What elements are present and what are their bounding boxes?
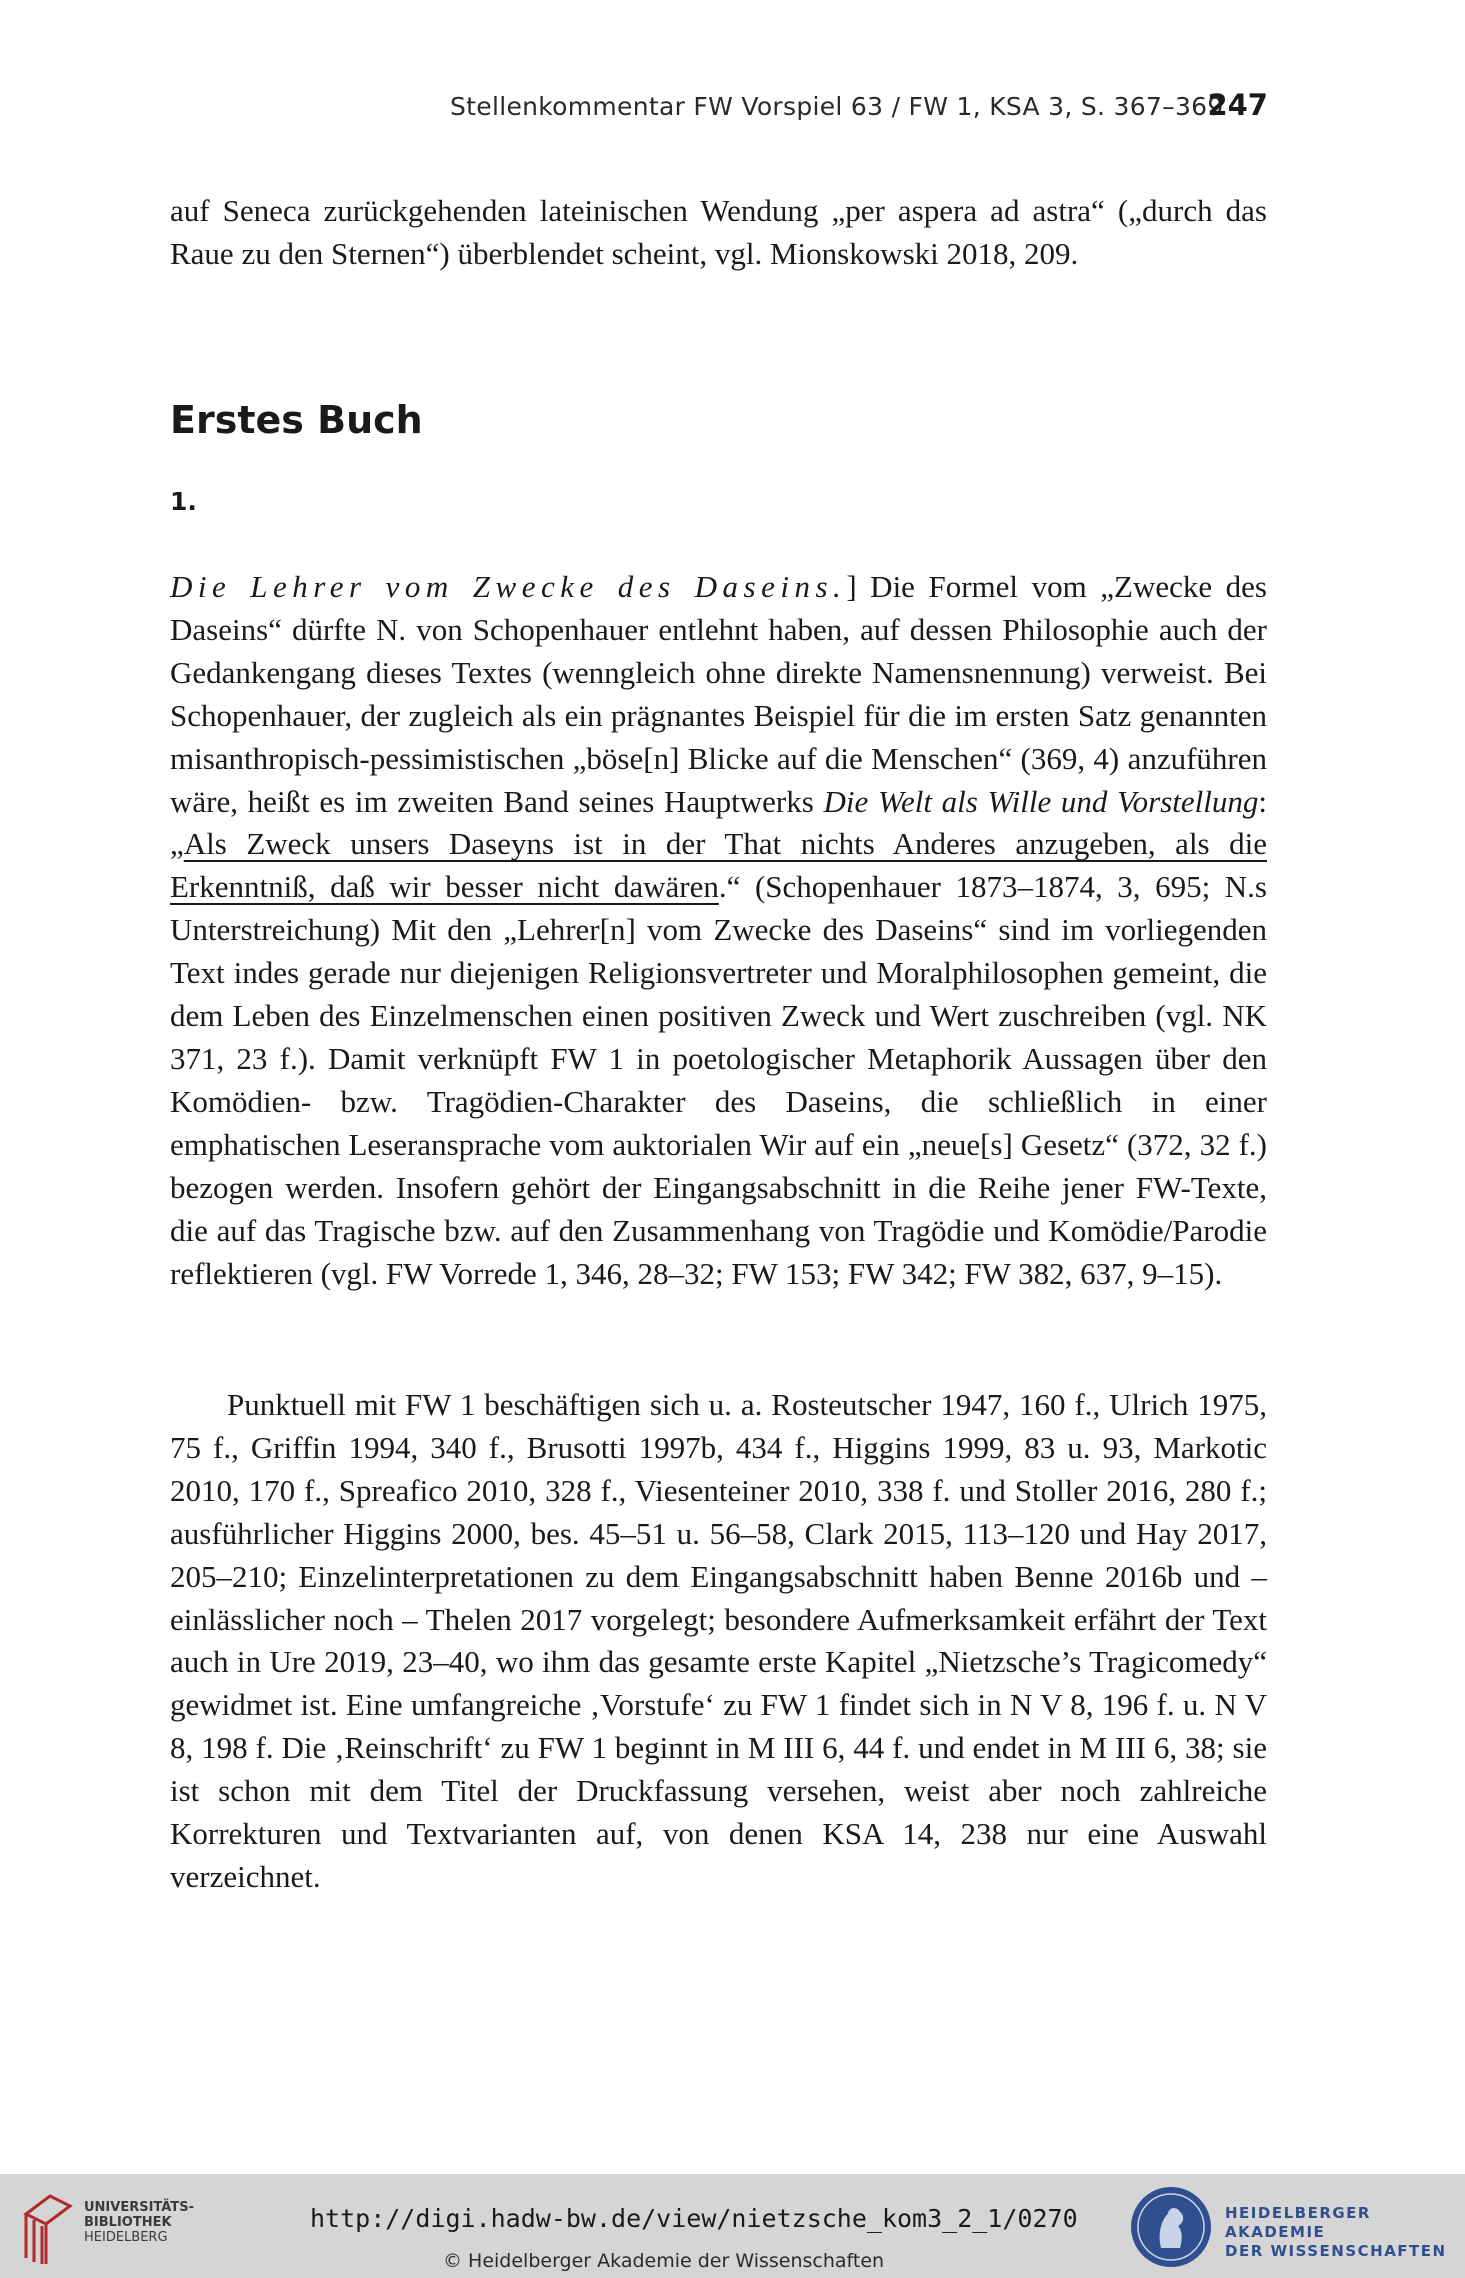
university-library-logo-icon bbox=[16, 2184, 78, 2266]
intro-paragraph: auf Seneca zurückgehenden lateinischen Wendung „per aspera ad astra“ („durch das Raue zu den Sternen“) überblendet scheint, vgl. Mionskowski 2018, 209. bbox=[170, 193, 1267, 271]
work-title: Die Welt als Wille und Vorstellung bbox=[823, 783, 1259, 819]
literature-paragraph: Punktuell mit FW 1 beschäftigen sich u. a. Rosteutscher 1947, 160 f., Ulrich 1975, 75 f., Griffin 1994, 340 f., Brusotti 1997b, 434 f., Higgins 1999, 83 u. 93, Markotic 2010, 170 f., Spreafico 2010, 328 f., Viesenteiner 2010, 338 f. und Stoller 2016, 280 f.; ausführlicher Higgins 2000, bes. 45–51 u. 56–58, Clark 2015, 113–120 und Hay 2017, 205–210; Einzelinterpretationen zu dem Eingangsabschnitt haben Benne 2016b und – einlässlicher noch – Thelen 2017 vorgelegt; besondere Aufmerksamkeit erfährt der Text auch in Ure 2019, 23–40, wo ihm das gesamte erste Kapitel „Nietzsche’s Tragicomedy“ gewidmet ist. Eine umfangreiche ‚Vorstufe‘ zu FW 1 findet sich in N V 8, 196 f. u. N V 8, 198 f. Die ‚Reinschrift‘ zu FW 1 beginnt in M III 6, 44 f. und endet in M III 6, 38; sie ist schon mit dem Titel der Druckfassung versehen, weist aber noch zahlreiche Korrekturen und Textvarianten auf, von denen KSA 14, 238 nur eine Auswahl verzeichnet. bbox=[170, 1387, 1267, 1894]
section-number: 1. bbox=[170, 487, 197, 516]
permalink[interactable]: http://digi.hadw-bw.de/view/nietzsche_kom3_2_1/0270 bbox=[310, 2204, 1078, 2233]
ub-line-1: UNIVERSITÄTS- bbox=[84, 2200, 194, 2215]
ub-line-2: BIBLIOTHEK bbox=[84, 2215, 172, 2230]
academy-line-1: HEIDELBERGER AKADEMIE bbox=[1225, 2204, 1371, 2241]
commentary-text-c: .“ (Schopenhauer 1873–1874, 3, 695; N.s Unterstreichung) Mit den „Lehrer[n] vom Zwecke des Daseins“ sind im vorliegenden Text indes gerade nur diejenigen Religionsvertreter und Moralphilosophen gemeint, die dem Leben des Einzelmenschen einen positiven Zweck und Wert zuschreiben (vgl. NK 371, 23 f.). Damit verknüpft FW 1 in poetologischer Metaphorik Aussagen über den Komödien- bzw. Tragödien-Charakter des Daseins, die schließlich in einer emphatischen Leseransprache vom auktorialen Wir auf ein „neue[s] Gesetz“ (372, 32 f.) bezogen werden. Insofern gehört der Eingangsabschnitt in die Reihe jener FW-Texte, die auf das Tragische bzw. auf den Zusammenhang von Tragödie und Komödie/Parodie reflektieren (vgl. FW Vorrede 1, 346, 28–32; FW 153; FW 342; FW 382, 637, 9–15). bbox=[170, 869, 1267, 1291]
footer-bar bbox=[0, 2174, 1465, 2278]
commentary-text-b: : „ bbox=[170, 783, 1267, 862]
university-library-name bbox=[84, 2200, 194, 2245]
academy-seal-logo-icon bbox=[1128, 2184, 1214, 2270]
lemma: Die Lehrer vom Zwecke des Daseins. bbox=[170, 569, 847, 604]
ub-line-3: HEIDELBERG bbox=[84, 2230, 168, 2245]
page-number: 247 bbox=[1207, 88, 1268, 122]
commentary-paragraph bbox=[170, 566, 1267, 1295]
underlined-quotation: Als Zweck unsers Daseyns ist in der That nichts Anderes anzugeben, als die Erkenntniß, daß wir besser nicht dawären bbox=[170, 826, 1267, 905]
copyright-notice: © Heidelberger Akademie der Wissenschaften bbox=[443, 2250, 885, 2272]
academy-line-2: DER WISSENSCHAFTEN bbox=[1225, 2242, 1447, 2260]
running-head-title: Stellenkommentar FW Vorspiel 63 / FW 1, KSA 3, S. 367–369 bbox=[450, 92, 1224, 121]
academy-name bbox=[1225, 2204, 1465, 2261]
commentary-text-a: ] Die Formel vom „Zwecke des Daseins“ dürfte N. von Schopenhauer entlehnt haben, auf dessen Philosophie auch der Gedankengang dieses Textes (wenngleich ohne direkte Namensnennung) verweist. Bei Schopenhauer, der zugleich als ein prägnantes Beispiel für die im ersten Satz genannten misanthropisch-pessimistischen „böse[n] Blicke auf die Menschen“ (369, 4) anzuführen wäre, heißt es im zweiten Band seines Hauptwerks bbox=[170, 569, 1267, 819]
chapter-heading: Erstes Buch bbox=[170, 398, 423, 442]
running-head bbox=[450, 88, 1268, 128]
